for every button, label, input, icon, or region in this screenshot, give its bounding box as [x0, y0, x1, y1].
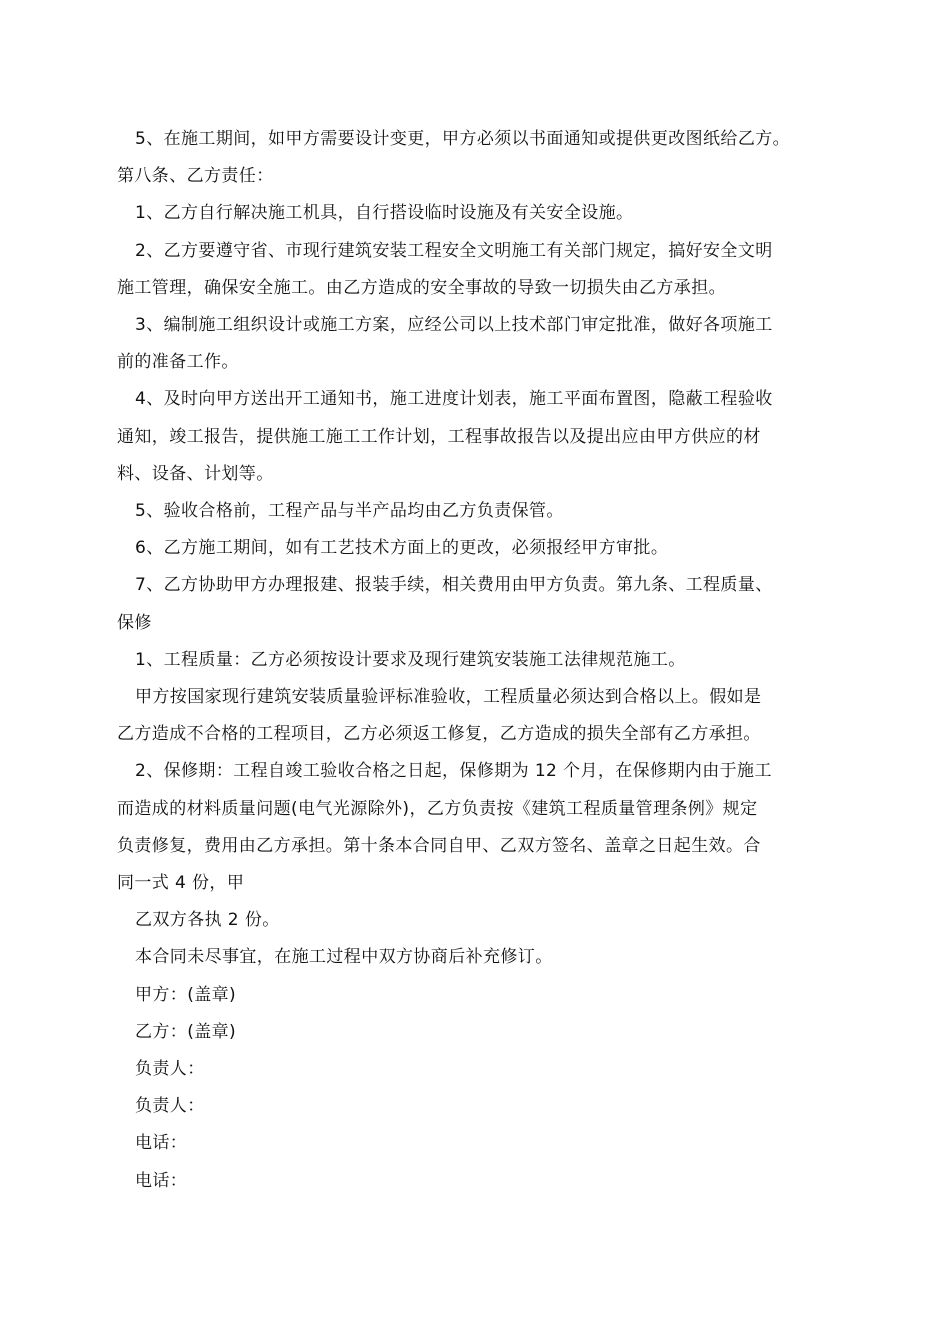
text-line: 2、乙方要遵守省、市现行建筑安装工程安全文明施工有关部门规定，搞好安全文明: [135, 240, 773, 261]
phone-a: 电话：: [135, 1133, 188, 1154]
text-line: 同一式 4 份，甲: [117, 873, 245, 894]
text-line: 通知，竣工报告，提供施工施工工作计划，工程事故报告以及提出应由甲方供应的材: [117, 426, 761, 447]
text-line: 乙双方各执 2 份。: [135, 910, 280, 931]
text-line: 3、编制施工组织设计或施工方案，应经公司以上技术部门审定批准，做好各项施工: [135, 315, 773, 336]
text-line: 料、设备、计划等。: [117, 463, 274, 484]
text-line: 前的准备工作。: [117, 352, 239, 373]
responsible-person-b: 负责人：: [135, 1096, 205, 1117]
text-line: 5、验收合格前，工程产品与半产品均由乙方负责保管。: [135, 501, 564, 522]
text-line: 7、乙方协助甲方办理报建、报装手续，相关费用由甲方负责。第九条、工程质量、: [135, 575, 773, 596]
signature-party-a: 甲方：(盖章): [135, 984, 237, 1005]
text-line: 施工管理，确保安全施工。由乙方造成的安全事故的导致一切损失由乙方承担。: [117, 277, 726, 298]
text-line: 负责修复，费用由乙方承担。第十条本合同自甲、乙双方签名、盖章之日起生效。合: [117, 835, 761, 856]
section-heading: 第八条、乙方责任：: [117, 166, 274, 187]
text-line: 乙方造成不合格的工程项目，乙方必须返工修复，乙方造成的损失全部有乙方承担。: [117, 724, 761, 745]
text-line: 而造成的材料质量问题(电气光源除外)，乙方负责按《建筑工程质量管理条例》规定: [117, 798, 758, 819]
signature-party-b: 乙方：(盖章): [135, 1021, 237, 1042]
text-line: 保修: [117, 612, 152, 633]
text-line: 1、乙方自行解决施工机具，自行搭设临时设施及有关安全设施。: [135, 203, 634, 224]
text-line: 甲方按国家现行建筑安装质量验评标准验收，工程质量必须达到合格以上。假如是: [135, 687, 762, 708]
document-body: [117, 121, 845, 1200]
responsible-person-a: 负责人：: [135, 1059, 205, 1080]
text-line: 4、及时向甲方送出开工通知书，施工进度计划表，施工平面布置图，隐蔽工程验收: [135, 389, 773, 410]
text-line: 2、保修期：工程自竣工验收合格之日起，保修期为 12 个月，在保修期内由于施工: [135, 761, 772, 782]
text-line: 6、乙方施工期间，如有工艺技术方面上的更改，必须报经甲方审批。: [135, 538, 669, 559]
phone-b: 电话：: [135, 1170, 188, 1191]
text-line: 5、在施工期间，如甲方需要设计变更，甲方必须以书面通知或提供更改图纸给乙方。: [135, 129, 791, 149]
text-line: 1、工程质量：乙方必须按设计要求及现行建筑安装施工法律规范施工。: [135, 649, 686, 670]
text-line: 本合同未尽事宜，在施工过程中双方协商后补充修订。: [135, 947, 553, 968]
